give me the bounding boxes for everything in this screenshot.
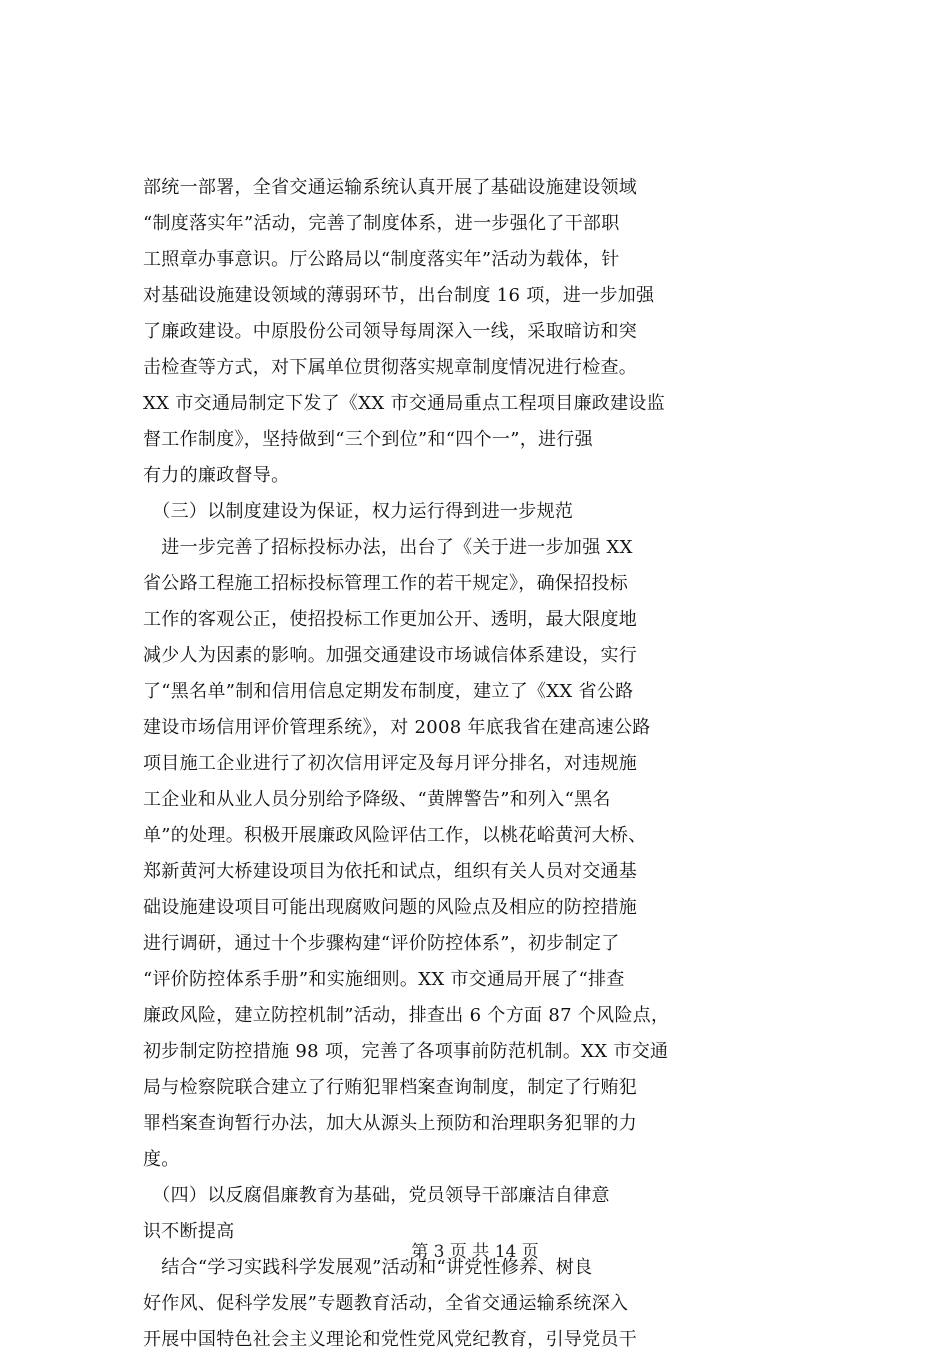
- text-line: 础设施建设项目可能出现腐败问题的风险点及相应的防控措施: [143, 897, 638, 918]
- text-line: 督工作制度》，坚持做到“三个到位”和“四个一”，进行强: [143, 429, 593, 450]
- text-line: XX 市交通局制定下发了《XX 市交通局重点工程项目廉政建设监: [143, 393, 665, 414]
- text-line: 了廉政建设。中原股份公司领导每周深入一线，采取暗访和突: [143, 321, 638, 342]
- text-line: 有力的廉政督导。: [143, 465, 290, 486]
- text-line: 减少人为因素的影响。加强交通建设市场诚信体系建设，实行: [143, 645, 638, 666]
- text-line: “评价防控体系手册”和实施细则。XX 市交通局开展了“排查: [143, 969, 625, 990]
- text-line: 局与检察院联合建立了行贿犯罪档案查询制度，制定了行贿犯: [143, 1077, 638, 1098]
- text-line: 项目施工企业进行了初次信用评定及每月评分排名，对违规施: [143, 753, 638, 774]
- text-line: 开展中国特色社会主义理论和党性党风党纪教育，引导党员干: [143, 1329, 638, 1350]
- text-line: 好作风、促科学发展”专题教育活动，全省交通运输系统深入: [143, 1293, 629, 1314]
- text-line: 初步制定防控措施 98 项，完善了各项事前防范机制。XX 市交通: [143, 1041, 669, 1062]
- page-footer: 第 3 页 共 14 页: [411, 1242, 539, 1262]
- text-line: （四）以反腐倡廉教育为基础，党员领导干部廉洁自律意: [143, 1185, 610, 1206]
- text-line: 击检查等方式，对下属单位贯彻落实规章制度情况进行检查。: [143, 357, 638, 378]
- text-line: 工作的客观公正，使招投标工作更加公开、透明，最大限度地: [143, 609, 638, 630]
- text-line: （三）以制度建设为保证，权力运行得到进一步规范: [143, 501, 574, 522]
- text-line: 度。: [143, 1149, 180, 1170]
- text-line: 工企业和从业人员分别给予降级、“黄牌警告”和列入“黑名: [143, 789, 611, 810]
- text-line: 单”的处理。积极开展廉政风险评估工作，以桃花峪黄河大桥、: [143, 825, 647, 846]
- text-line: 识不断提高: [143, 1221, 235, 1242]
- text-line: 进行调研，通过十个步骤构建“评价防控体系”，初步制定了: [143, 933, 620, 954]
- text-line: 廉政风险，建立防控机制”活动，排查出 6 个方面 87 个风险点，: [143, 1005, 670, 1026]
- text-line: 了“黑名单”制和信用信息定期发布制度，建立了《XX 省公路: [143, 681, 634, 702]
- text-line: “制度落实年”活动，完善了制度体系，进一步强化了干部职: [143, 213, 620, 234]
- document-body: [143, 170, 863, 1358]
- text-line: 建设市场信用评价管理系统》，对 2008 年底我省在建高速公路: [143, 717, 651, 738]
- text-line: 郑新黄河大桥建设项目为依托和试点，组织有关人员对交通基: [143, 861, 638, 882]
- text-line: 对基础设施建设领域的薄弱环节，出台制度 16 项，进一步加强: [143, 285, 655, 306]
- text-line: 结合“学习实践科学发展观”活动和“讲党性修养、树良: [143, 1257, 593, 1278]
- text-line: 罪档案查询暂行办法，加大从源头上预防和治理职务犯罪的力: [143, 1113, 638, 1134]
- text-line: 省公路工程施工招标投标管理工作的若干规定》，确保招投标: [143, 573, 629, 594]
- text-line: 工照章办事意识。厅公路局以“制度落实年”活动为载体，针: [143, 249, 620, 270]
- text-line: 进一步完善了招标投标办法，出台了《关于进一步加强 XX: [143, 537, 633, 558]
- text-line: 部统一部署，全省交通运输系统认真开展了基础设施建设领域: [143, 177, 638, 198]
